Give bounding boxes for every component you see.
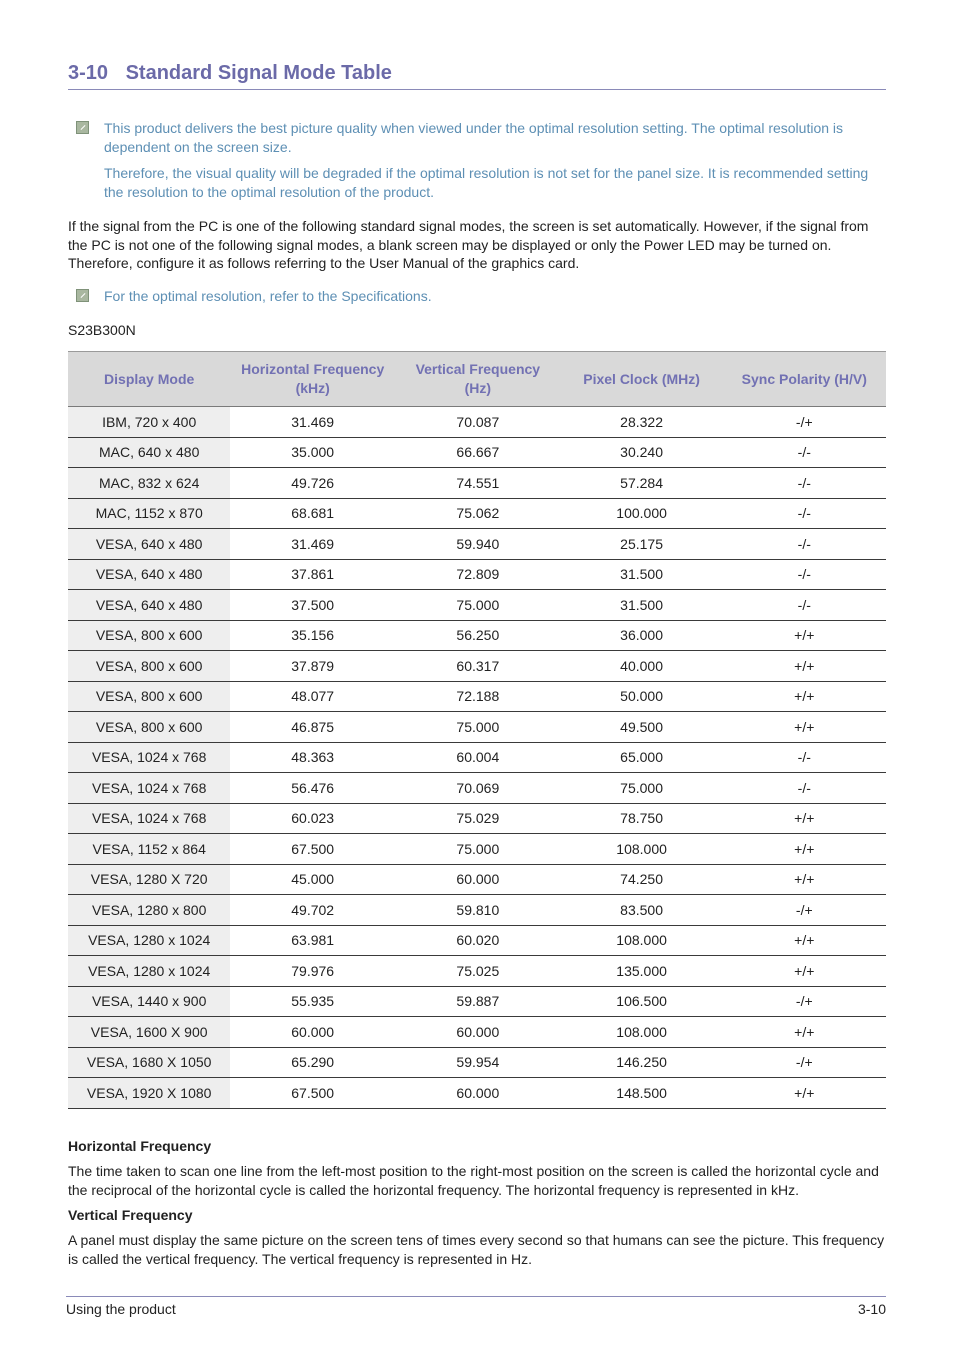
note-paragraph: This product delivers the best picture quality when viewed under the optimal resolution setting. The optimal resolution is dependent on the screen size. — [104, 120, 844, 155]
cell-vertical-frequency: 75.029 — [456, 810, 500, 827]
cell-horizontal-frequency: 37.879 — [291, 657, 335, 674]
header-horizontal-frequency: Horizontal Frequency (kHz) — [230, 352, 395, 407]
cell-sync-polarity: +/+ — [794, 871, 815, 888]
cell-sync-polarity: +/+ — [794, 840, 815, 857]
heading-horizontal-frequency: Horizontal Frequency — [68, 1138, 212, 1154]
cell-vertical-frequency: 59.810 — [456, 901, 500, 918]
cell-pixel-clock: 40.000 — [620, 657, 663, 674]
cell-display-mode: VESA, 1024 x 768 — [68, 773, 230, 804]
footer-page-number: 3-10 — [857, 1301, 886, 1317]
cell-sync-polarity: -/- — [797, 566, 811, 583]
cell-display-mode: VESA, 640 x 480 — [68, 529, 230, 560]
table-row — [68, 407, 886, 438]
cell-pixel-clock: 49.500 — [620, 718, 663, 735]
note-paragraph: Therefore, the visual quality will be degraded if the optimal resolution is not set for the panel size. It is recommended setting the resolution to the optimal resolution of the product. — [104, 165, 869, 200]
cell-horizontal-frequency: 35.000 — [291, 444, 335, 461]
header-sync-polarity: Sync Polarity (H/V) — [723, 352, 886, 407]
note-icon — [76, 121, 89, 134]
table-row — [68, 1078, 886, 1109]
cell-horizontal-frequency: 37.861 — [291, 566, 335, 583]
cell-horizontal-frequency: 79.976 — [291, 962, 335, 979]
cell-horizontal-frequency: 35.156 — [291, 627, 335, 644]
table-row — [68, 712, 886, 743]
header-pixel-clock: Pixel Clock (MHz) — [561, 352, 723, 407]
table-row — [68, 651, 886, 682]
cell-vertical-frequency: 72.809 — [456, 566, 500, 583]
cell-vertical-frequency: 59.887 — [456, 993, 500, 1010]
cell-display-mode: VESA, 1280 x 800 — [68, 895, 230, 926]
cell-sync-polarity: +/+ — [794, 810, 815, 827]
table-header-row — [68, 352, 886, 407]
cell-pixel-clock: 57.284 — [620, 474, 663, 491]
cell-display-mode: VESA, 800 x 600 — [68, 681, 230, 712]
cell-pixel-clock: 30.240 — [620, 444, 663, 461]
table-row — [68, 895, 886, 926]
cell-vertical-frequency: 60.004 — [456, 749, 500, 766]
cell-vertical-frequency: 66.667 — [456, 444, 500, 461]
cell-vertical-frequency: 60.000 — [456, 871, 500, 888]
cell-pixel-clock: 31.500 — [620, 566, 663, 583]
cell-sync-polarity: -/- — [797, 779, 811, 796]
cell-vertical-frequency: 75.025 — [456, 962, 500, 979]
cell-sync-polarity: -/+ — [795, 413, 813, 430]
cell-horizontal-frequency: 31.469 — [291, 413, 335, 430]
cell-display-mode: IBM, 720 x 400 — [68, 407, 230, 438]
model-name: S23B300N — [68, 322, 136, 338]
cell-pixel-clock: 108.000 — [616, 932, 667, 949]
cell-sync-polarity: +/+ — [794, 962, 815, 979]
cell-sync-polarity: +/+ — [794, 1084, 815, 1101]
cell-display-mode: VESA, 800 x 600 — [68, 620, 230, 651]
cell-display-mode: VESA, 800 x 600 — [68, 712, 230, 743]
cell-pixel-clock: 148.500 — [616, 1084, 667, 1101]
cell-display-mode: VESA, 1024 x 768 — [68, 803, 230, 834]
table-row — [68, 498, 886, 529]
cell-horizontal-frequency: 60.023 — [291, 810, 335, 827]
table-row — [68, 834, 886, 865]
cell-vertical-frequency: 60.020 — [456, 932, 500, 949]
cell-pixel-clock: 25.175 — [620, 535, 663, 552]
paragraph-vertical-frequency: A panel must display the same picture on the screen tens of times every second so that humans can see the picture. This frequency is called the vertical frequency. The vertical frequency is represented in Hz. — [68, 1232, 885, 1267]
cell-display-mode: VESA, 1024 x 768 — [68, 742, 230, 773]
table-row — [68, 590, 886, 621]
cell-pixel-clock: 74.250 — [620, 871, 663, 888]
cell-sync-polarity: +/+ — [794, 932, 815, 949]
table-row — [68, 1017, 886, 1048]
table-row — [68, 437, 886, 468]
cell-horizontal-frequency: 65.290 — [291, 1054, 335, 1071]
cell-pixel-clock: 146.250 — [616, 1054, 667, 1071]
cell-horizontal-frequency: 60.000 — [291, 1023, 335, 1040]
table-row — [68, 559, 886, 590]
cell-horizontal-frequency: 49.726 — [291, 474, 335, 491]
cell-vertical-frequency: 56.250 — [456, 627, 500, 644]
note-specifications — [76, 287, 886, 306]
table-row — [68, 864, 886, 895]
cell-display-mode: VESA, 1280 x 1024 — [68, 956, 230, 987]
cell-pixel-clock: 75.000 — [620, 779, 663, 796]
cell-display-mode: VESA, 1680 X 1050 — [68, 1047, 230, 1078]
cell-pixel-clock: 65.000 — [620, 749, 663, 766]
cell-horizontal-frequency: 37.500 — [291, 596, 335, 613]
cell-pixel-clock: 108.000 — [616, 840, 667, 857]
cell-display-mode: VESA, 1440 x 900 — [68, 986, 230, 1017]
footer-divider — [66, 1296, 886, 1297]
cell-display-mode: VESA, 640 x 480 — [68, 590, 230, 621]
cell-vertical-frequency: 75.000 — [456, 718, 500, 735]
cell-horizontal-frequency: 45.000 — [291, 871, 335, 888]
paragraph-horizontal-frequency: The time taken to scan one line from the left-most position to the right-most position on the screen is called the horizontal cycle and the reciprocal of the horizontal cycle is called the horizontal frequency. The horizontal frequency is represented in kHz. — [68, 1163, 879, 1198]
cell-display-mode: VESA, 1920 X 1080 — [68, 1078, 230, 1109]
cell-display-mode: MAC, 832 x 624 — [68, 468, 230, 499]
cell-vertical-frequency: 60.000 — [456, 1084, 500, 1101]
cell-horizontal-frequency: 67.500 — [291, 1084, 335, 1101]
cell-display-mode: VESA, 640 x 480 — [68, 559, 230, 590]
cell-vertical-frequency: 59.940 — [456, 535, 500, 552]
cell-sync-polarity: +/+ — [794, 1023, 815, 1040]
cell-sync-polarity: -/- — [797, 749, 811, 766]
cell-horizontal-frequency: 48.077 — [291, 688, 335, 705]
table-row — [68, 620, 886, 651]
cell-sync-polarity: -/+ — [795, 1054, 813, 1071]
cell-horizontal-frequency: 31.469 — [291, 535, 335, 552]
cell-sync-polarity: -/- — [797, 474, 811, 491]
cell-vertical-frequency: 70.069 — [456, 779, 500, 796]
table-row — [68, 986, 886, 1017]
cell-horizontal-frequency: 55.935 — [291, 993, 335, 1010]
table-row — [68, 529, 886, 560]
cell-sync-polarity: +/+ — [794, 718, 815, 735]
cell-horizontal-frequency: 67.500 — [291, 840, 335, 857]
intro-paragraph: If the signal from the PC is one of the following standard signal modes, the screen is set automatically. However, if the signal from the PC is not one of the following signal modes, a blank screen may be displayed or only the Power LED may be turned on. Therefore, configure it as follows referring to the User Manual of the graphics card. — [68, 218, 869, 271]
cell-horizontal-frequency: 46.875 — [291, 718, 335, 735]
cell-horizontal-frequency: 63.981 — [291, 932, 335, 949]
cell-display-mode: VESA, 1600 X 900 — [68, 1017, 230, 1048]
cell-pixel-clock: 108.000 — [616, 1023, 667, 1040]
section-title: Standard Signal Mode Table — [125, 62, 392, 84]
cell-horizontal-frequency: 56.476 — [291, 779, 335, 796]
cell-display-mode: VESA, 1152 x 864 — [68, 834, 230, 865]
header-display-mode: Display Mode — [68, 352, 230, 407]
cell-vertical-frequency: 60.317 — [456, 657, 500, 674]
cell-pixel-clock: 31.500 — [620, 596, 663, 613]
cell-pixel-clock: 106.500 — [616, 993, 667, 1010]
header-vertical-frequency: Vertical Frequency (Hz) — [395, 352, 561, 407]
cell-sync-polarity: -/- — [797, 535, 811, 552]
table-row — [68, 742, 886, 773]
cell-sync-polarity: -/- — [797, 596, 811, 613]
cell-sync-polarity: -/- — [797, 444, 811, 461]
cell-display-mode: MAC, 640 x 480 — [68, 437, 230, 468]
cell-vertical-frequency: 75.062 — [456, 505, 500, 522]
cell-pixel-clock: 83.500 — [620, 901, 663, 918]
cell-sync-polarity: -/- — [797, 505, 811, 522]
table-row — [68, 956, 886, 987]
table-row — [68, 803, 886, 834]
cell-display-mode: VESA, 1280 X 720 — [68, 864, 230, 895]
cell-pixel-clock: 28.322 — [620, 413, 663, 430]
note-icon — [76, 289, 89, 302]
cell-horizontal-frequency: 48.363 — [291, 749, 335, 766]
cell-pixel-clock: 78.750 — [620, 810, 663, 827]
cell-vertical-frequency: 72.188 — [456, 688, 500, 705]
cell-sync-polarity: +/+ — [794, 657, 815, 674]
note-optimal-resolution — [76, 119, 886, 209]
note-text: For the optimal resolution, refer to the Specifications. — [104, 288, 432, 304]
cell-vertical-frequency: 60.000 — [456, 1023, 500, 1040]
cell-vertical-frequency: 59.954 — [456, 1054, 500, 1071]
heading-vertical-frequency: Vertical Frequency — [68, 1207, 193, 1223]
cell-display-mode: VESA, 800 x 600 — [68, 651, 230, 682]
cell-vertical-frequency: 74.551 — [456, 474, 500, 491]
cell-display-mode: MAC, 1152 x 870 — [68, 498, 230, 529]
cell-sync-polarity: +/+ — [794, 627, 815, 644]
signal-mode-table — [68, 351, 886, 1109]
cell-sync-polarity: -/+ — [795, 993, 813, 1010]
cell-vertical-frequency: 75.000 — [456, 596, 500, 613]
table-row — [68, 773, 886, 804]
cell-sync-polarity: +/+ — [794, 688, 815, 705]
cell-pixel-clock: 100.000 — [616, 505, 667, 522]
footer-chapter: Using the product — [66, 1301, 176, 1317]
cell-pixel-clock: 36.000 — [620, 627, 663, 644]
cell-pixel-clock: 135.000 — [616, 962, 667, 979]
cell-display-mode: VESA, 1280 x 1024 — [68, 925, 230, 956]
table-row — [68, 925, 886, 956]
page-title — [68, 62, 886, 90]
section-number: 3-10 — [68, 62, 109, 84]
cell-horizontal-frequency: 49.702 — [291, 901, 335, 918]
cell-pixel-clock: 50.000 — [620, 688, 663, 705]
cell-vertical-frequency: 75.000 — [456, 840, 500, 857]
cell-horizontal-frequency: 68.681 — [291, 505, 335, 522]
table-row — [68, 468, 886, 499]
table-row — [68, 681, 886, 712]
cell-sync-polarity: -/+ — [795, 901, 813, 918]
table-row — [68, 1047, 886, 1078]
cell-vertical-frequency: 70.087 — [456, 413, 500, 430]
